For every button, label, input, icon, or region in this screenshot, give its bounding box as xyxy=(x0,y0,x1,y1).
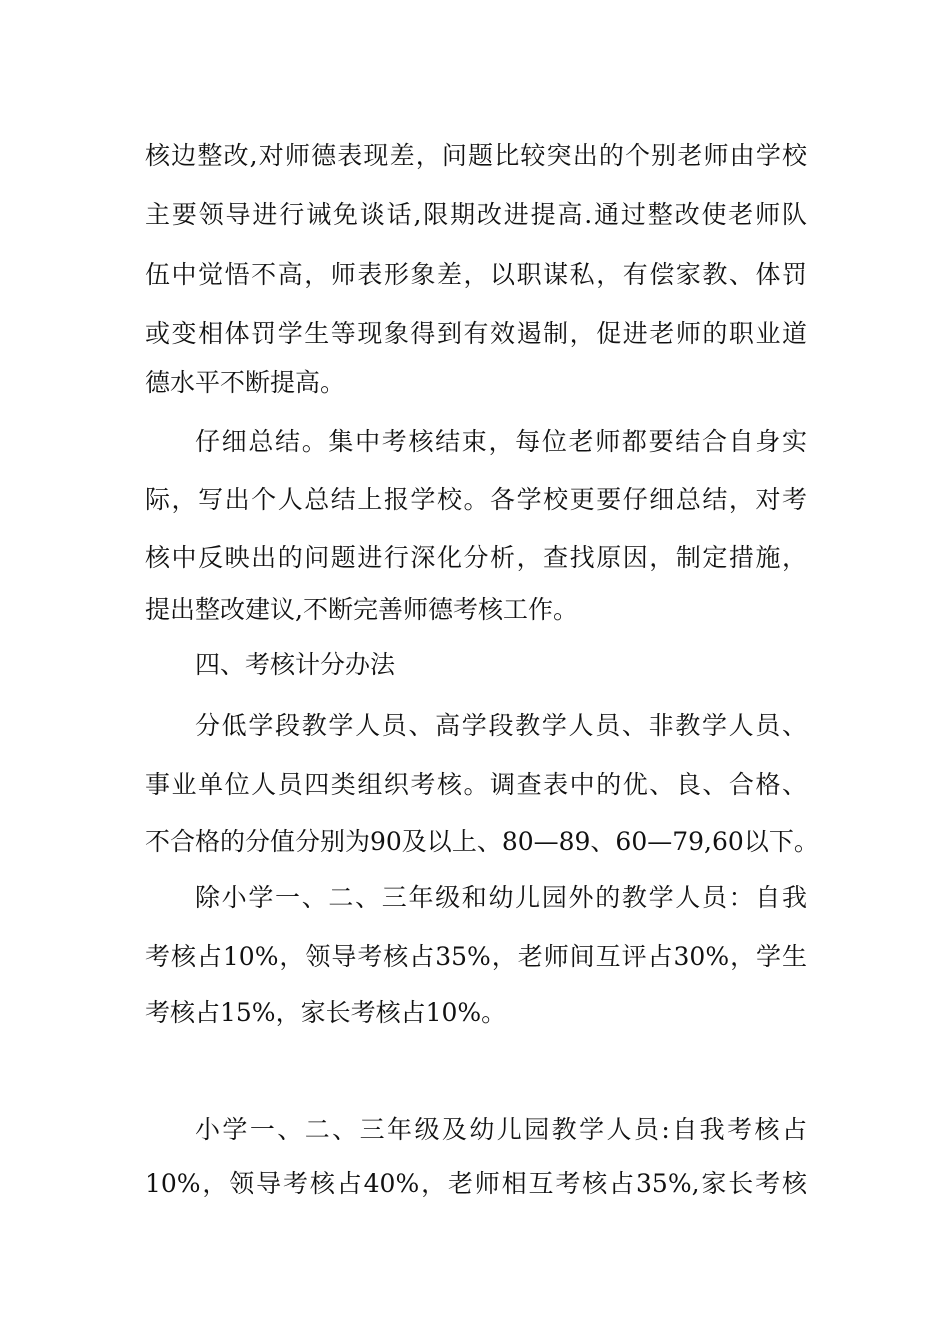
section-heading: 四、考核计分办法 xyxy=(195,650,396,679)
paragraph-first-line: 仔细总结。集中考核结束，每位老师都要结合自身实 xyxy=(195,427,807,456)
text-line: 提出整改建议,不断完善师德考核工作。 xyxy=(145,595,578,624)
text-line: 考核占15%，家长考核占10%。 xyxy=(145,998,507,1027)
text-line: 伍中觉悟不高，师表形象差，以职谋私，有偿家教、体罚 xyxy=(145,260,807,289)
text-line: 10%，领导考核占40%，老师相互考核占35%,家长考核 xyxy=(145,1169,807,1198)
text-line: 事业单位人员四类组织考核。调查表中的优、良、合格、 xyxy=(145,770,807,799)
text-line: 主要领导进行诫免谈话,限期改进提高.通过整改使老师队 xyxy=(145,200,807,229)
paragraph-first-line: 分低学段教学人员、高学段教学人员、非教学人员、 xyxy=(195,711,807,740)
paragraph-first-line: 除小学一、二、三年级和幼儿园外的教学人员：自我 xyxy=(195,883,807,912)
text-line: 或变相体罚学生等现象得到有效遏制，促进老师的职业道 xyxy=(145,319,807,348)
text-line: 考核占10%，领导考核占35%，老师间互评占30%，学生 xyxy=(145,942,807,971)
text-line: 不合格的分值分别为90及以上、80—89、60—79,60以下。 xyxy=(145,827,819,856)
text-line: 核边整改,对师德表现差，问题比较突出的个别老师由学校 xyxy=(145,141,807,170)
text-line: 际，写出个人总结上报学校。各学校更要仔细总结，对考 xyxy=(145,485,807,514)
text-line: 德水平不断提高。 xyxy=(145,368,346,397)
text-line: 核中反映出的问题进行深化分析，查找原因，制定措施， xyxy=(145,543,807,572)
paragraph-first-line: 小学一、二、三年级及幼儿园教学人员:自我考核占 xyxy=(195,1115,807,1144)
